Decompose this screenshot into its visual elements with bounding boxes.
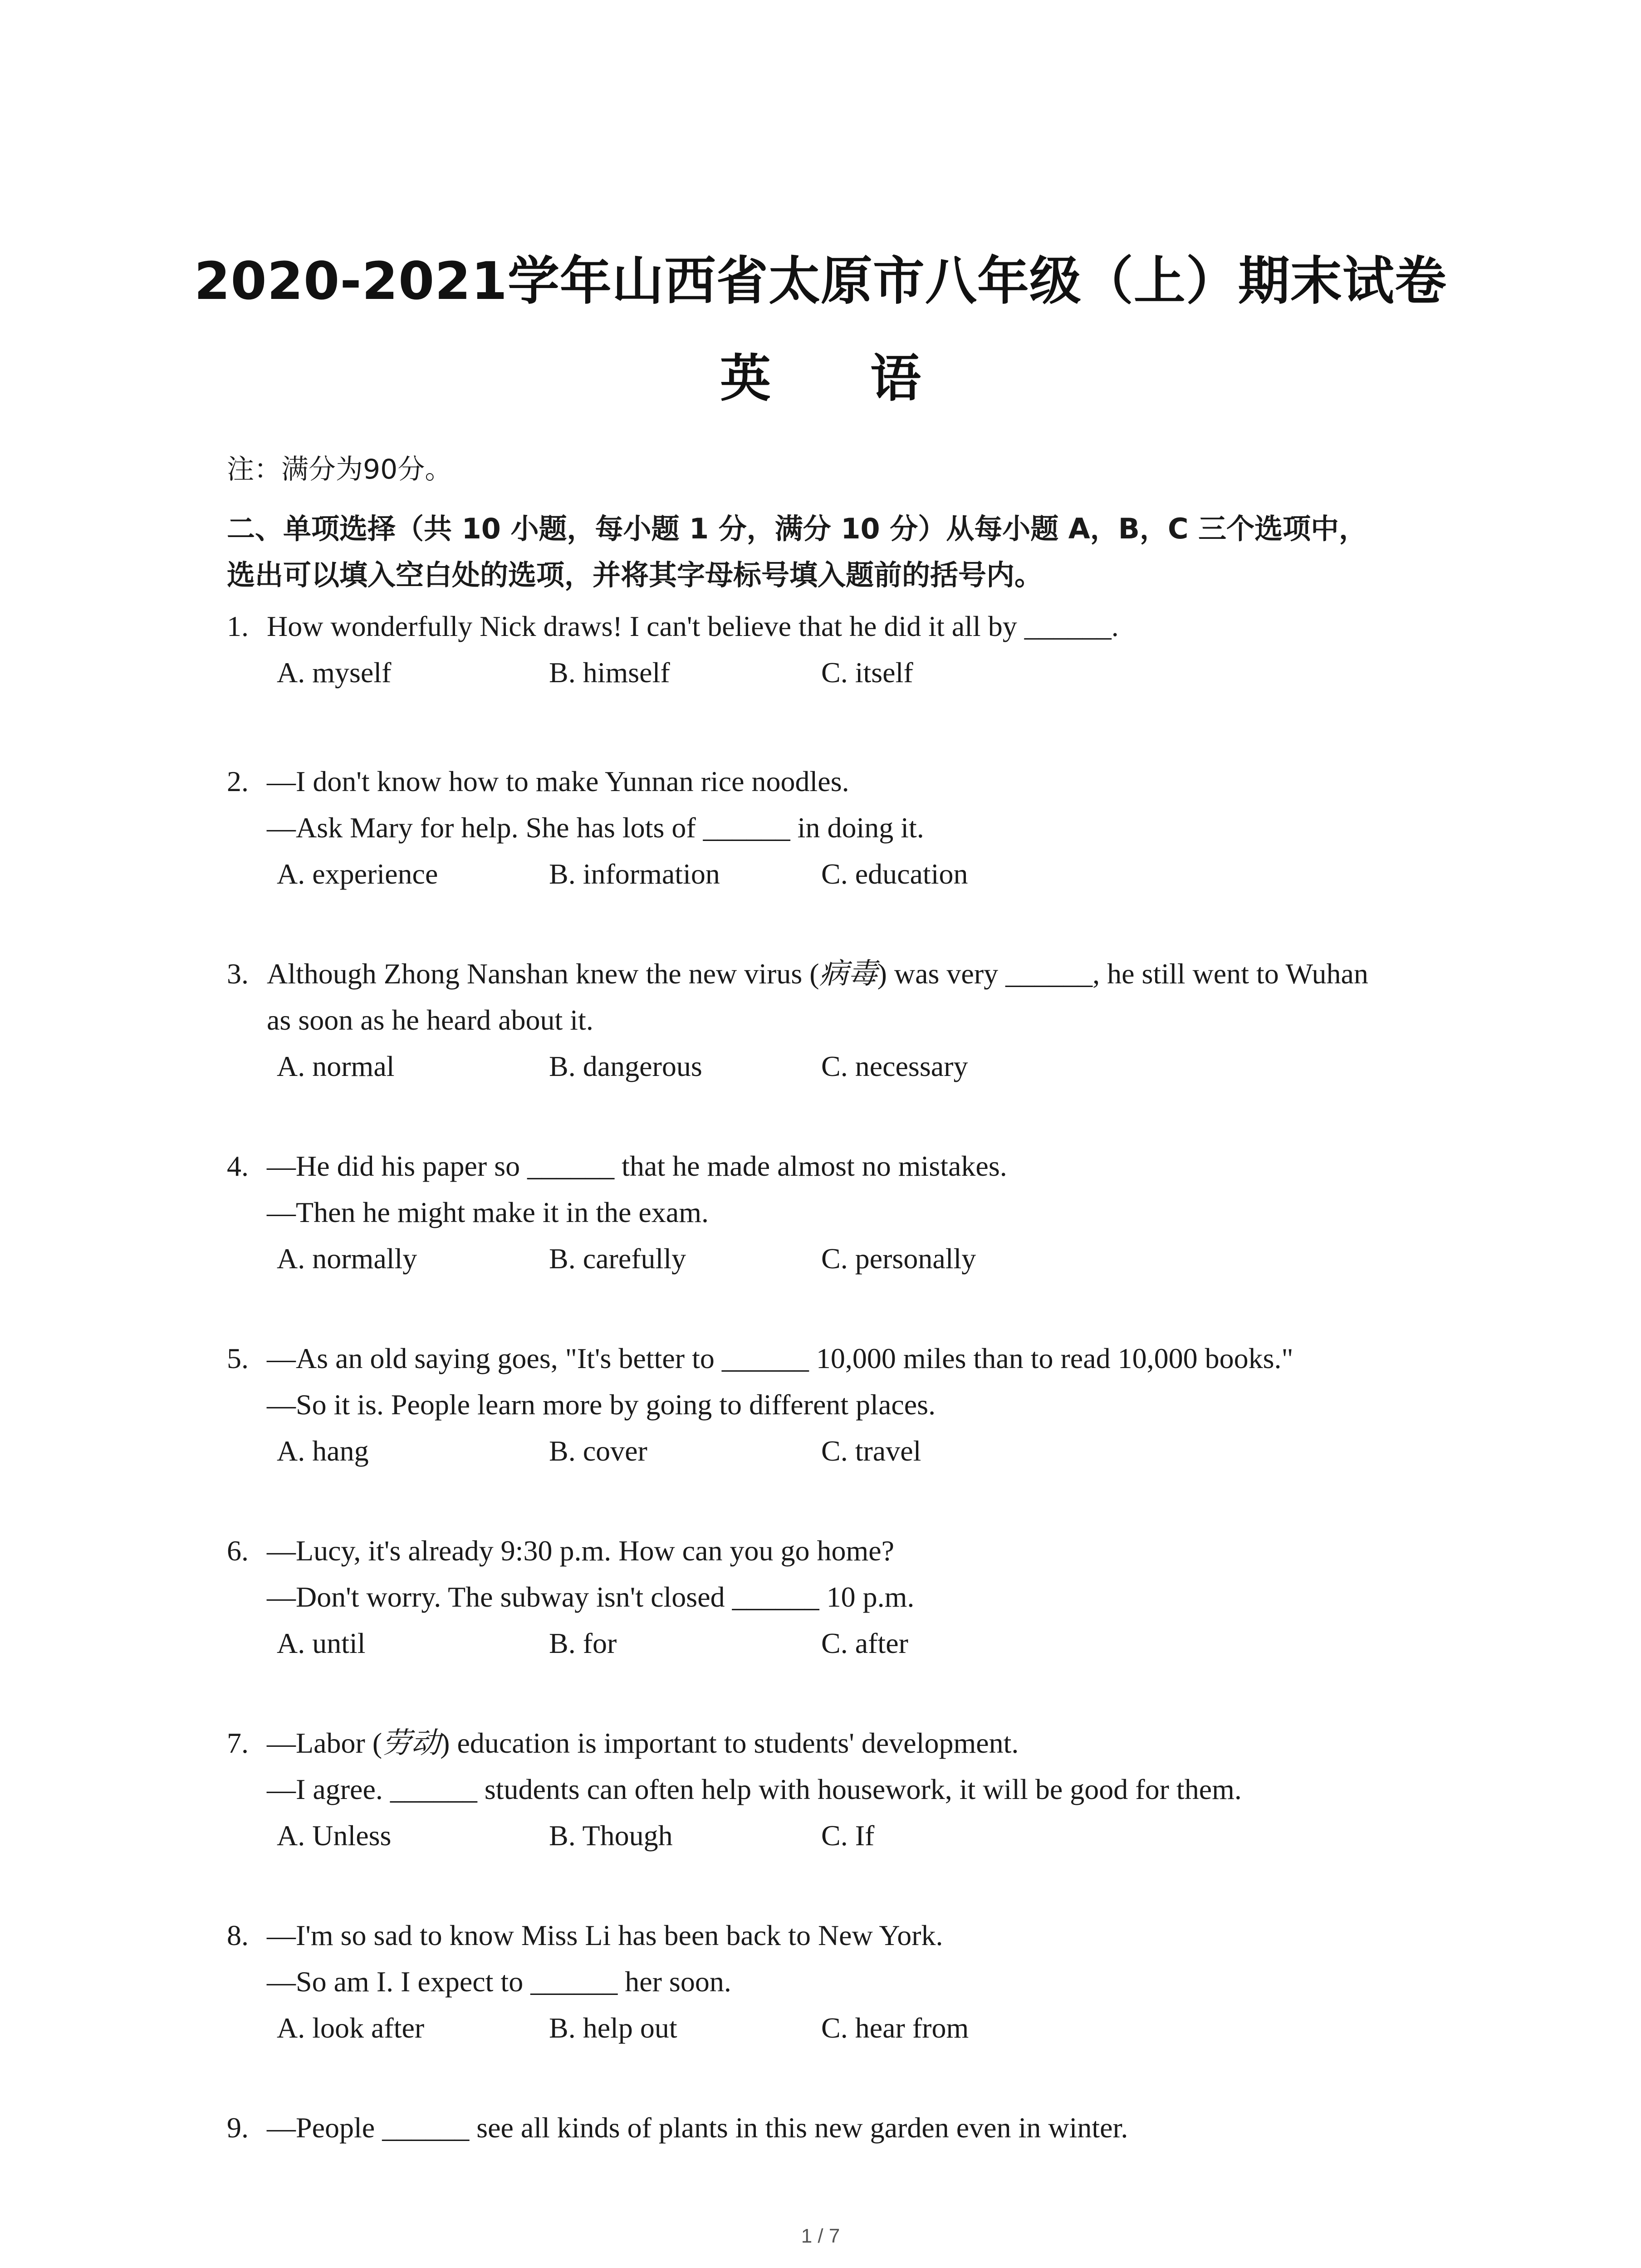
question-6 <box>227 1528 1452 1667</box>
option-c: C. after <box>821 1627 908 1659</box>
question-4 <box>227 1143 1452 1282</box>
option-row <box>227 650 1452 696</box>
question-stem: —As an old saying goes, "It's better to ______ 10,000 miles than to read 10,000 books." <box>267 1342 1293 1374</box>
question-stem <box>267 1720 1452 1766</box>
stem-part: ) was very ______, he still went to Wuhan <box>877 958 1368 990</box>
option-a: A. myself <box>277 656 392 689</box>
question-dialogue-line: —Then he might make it in the exam. <box>267 1196 709 1228</box>
option-row <box>227 1428 1452 1474</box>
option-row <box>227 1043 1452 1090</box>
question-dialogue-line: —Ask Mary for help. She has lots of ______ in doing it. <box>267 811 924 844</box>
option-c: C. itself <box>821 656 913 689</box>
question-dialogue-line: —I agree. ______ students can often help with housework, it will be good for them. <box>267 1773 1242 1805</box>
option-b: B. himself <box>549 656 670 689</box>
option-c: C. education <box>821 858 968 890</box>
question-2 <box>227 758 1452 897</box>
question-1 <box>227 603 1452 696</box>
question-number: 8. <box>227 1919 249 1951</box>
option-c: C. If <box>821 1819 875 1852</box>
question-number: 5. <box>227 1342 249 1374</box>
question-number: 9. <box>227 2112 249 2144</box>
question-number: 6. <box>227 1535 249 1567</box>
question-stem-continued: as soon as he heard about it. <box>267 1004 593 1036</box>
page-number: 1 / 7 <box>801 2225 840 2247</box>
question-dialogue-line: —Don't worry. The subway isn't closed ______ 10 p.m. <box>267 1581 915 1613</box>
score-note: 注：满分为90分。 <box>227 454 452 485</box>
option-b: B. carefully <box>549 1242 686 1275</box>
question-stem: —Lucy, it's already 9:30 p.m. How can you go home? <box>267 1535 895 1567</box>
option-a: A. Unless <box>277 1819 392 1852</box>
option-b: B. cover <box>549 1435 647 1467</box>
option-b: B. information <box>549 858 720 890</box>
option-c: C. hear from <box>821 2012 969 2044</box>
instructions-line-1: 二、单项选择（共 10 小题，每小题 1 分，满分 10 分）从每小题 A，B，C 三个选项中， <box>227 512 1367 545</box>
stem-part: ) education is important to students' development. <box>440 1727 1019 1759</box>
option-row <box>227 1620 1452 1667</box>
chinese-gloss: 劳动 <box>382 1726 441 1760</box>
question-stem: —People ______ see all kinds of plants in this new garden even in winter. <box>267 2112 1128 2144</box>
question-dialogue-line: —So am I. I expect to ______ her soon. <box>267 1965 731 1998</box>
question-stem: How wonderfully Nick draws! I can't believe that he did it all by ______. <box>267 610 1119 642</box>
question-number: 7. <box>227 1727 249 1759</box>
option-a: A. hang <box>277 1435 369 1467</box>
option-a: A. until <box>277 1627 366 1659</box>
option-a: A. normally <box>277 1242 417 1275</box>
question-stem <box>267 951 1452 997</box>
option-b: B. dangerous <box>549 1050 702 1082</box>
option-row <box>227 1813 1452 1859</box>
option-a: A. normal <box>277 1050 395 1082</box>
subject-title: 英 语 <box>720 349 962 408</box>
question-number: 3. <box>227 958 249 990</box>
chinese-gloss: 病毒 <box>819 957 877 991</box>
question-stem: —He did his paper so ______ that he made almost no mistakes. <box>267 1150 1007 1182</box>
instructions-line-2: 选出可以填入空白处的选项，并将其字母标号填入题前的括号内。 <box>227 558 1043 591</box>
option-a: A. experience <box>277 858 438 890</box>
option-c: C. personally <box>821 1242 976 1275</box>
option-a: A. look after <box>277 2012 425 2044</box>
option-b: B. for <box>549 1627 617 1659</box>
question-3 <box>227 951 1452 1090</box>
question-8 <box>227 1912 1452 2051</box>
stem-part: Although Zhong Nanshan knew the new virus ( <box>267 958 819 990</box>
option-row <box>227 1236 1452 1282</box>
question-dialogue-line: —So it is. People learn more by going to different places. <box>267 1388 936 1421</box>
question-5 <box>227 1335 1452 1474</box>
section-instructions <box>227 506 1452 598</box>
option-b: B. help out <box>549 2012 677 2044</box>
stem-part: —Labor ( <box>267 1727 382 1759</box>
exam-title: 2020-2021学年山西省太原市八年级（上）期末试卷 <box>194 251 1447 311</box>
option-row <box>227 851 1452 897</box>
question-number: 1. <box>227 610 249 642</box>
question-number: 2. <box>227 765 249 797</box>
option-b: B. Though <box>549 1819 673 1852</box>
option-row <box>227 2005 1452 2051</box>
question-stem: —I'm so sad to know Miss Li has been back to New York. <box>267 1919 943 1951</box>
question-stem: —I don't know how to make Yunnan rice noodles. <box>267 765 849 797</box>
question-9 <box>227 2105 1452 2151</box>
option-c: C. necessary <box>821 1050 968 1082</box>
question-7 <box>227 1720 1452 1859</box>
option-c: C. travel <box>821 1435 921 1467</box>
question-number: 4. <box>227 1150 249 1182</box>
